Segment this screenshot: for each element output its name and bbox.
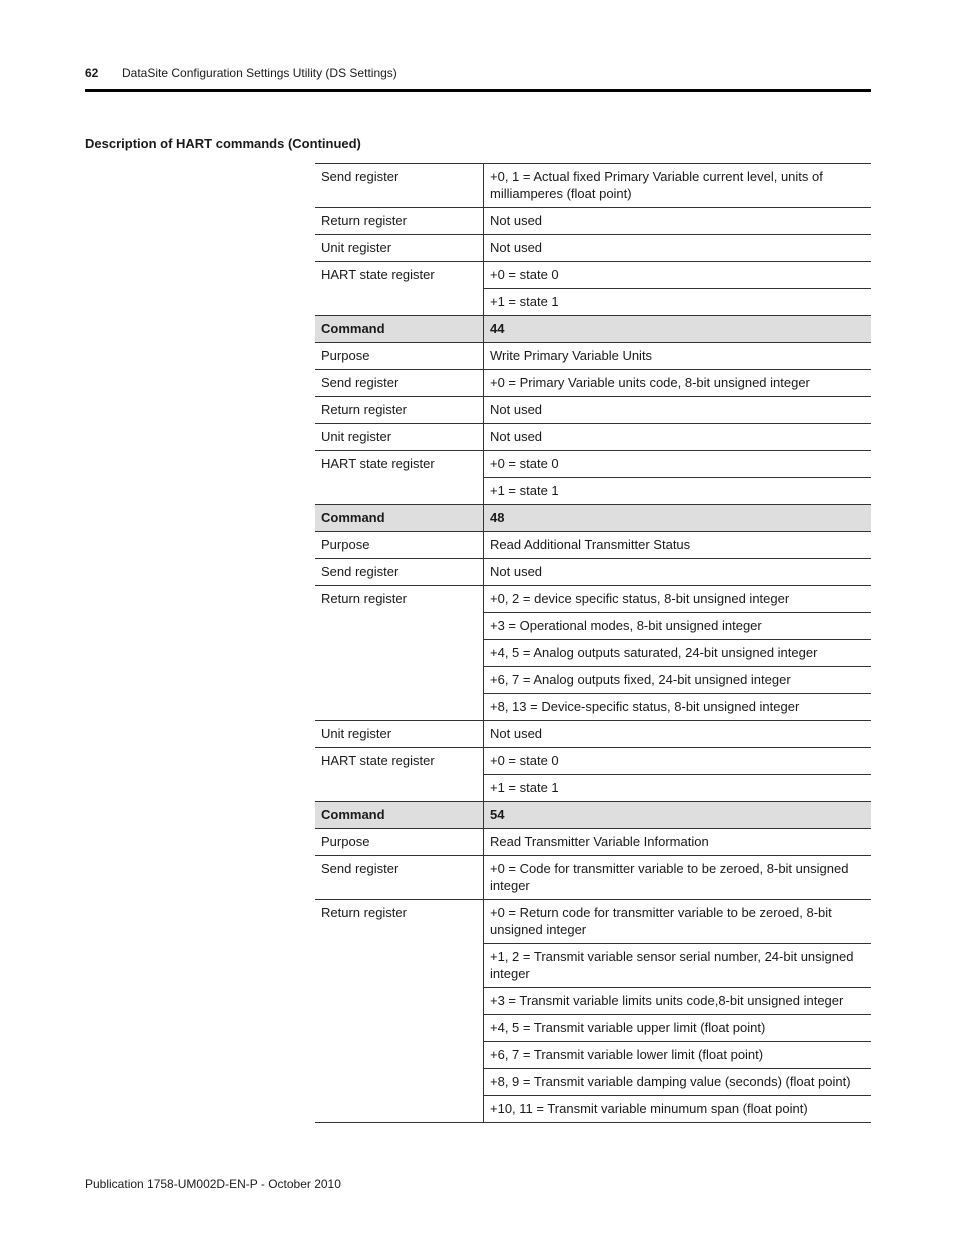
field-label-cell: Return register — [315, 586, 484, 613]
table-row — [315, 478, 871, 505]
table-row — [315, 856, 871, 900]
field-label-cell — [315, 478, 484, 505]
field-label-cell: Send register — [315, 856, 484, 900]
table-row — [315, 1069, 871, 1096]
table-row — [315, 1042, 871, 1069]
field-label-cell — [315, 944, 484, 988]
table-row — [315, 164, 871, 208]
field-label-cell: Unit register — [315, 424, 484, 451]
table-row — [315, 613, 871, 640]
section-title: Description of HART commands (Continued) — [85, 136, 361, 151]
page-number: 62 — [85, 66, 99, 80]
field-label-cell: Send register — [315, 164, 484, 208]
field-value-cell: +0, 1 = Actual fixed Primary Variable current level, units of milliamperes (float point) — [484, 164, 872, 208]
field-value-cell: +3 = Operational modes, 8-bit unsigned integer — [484, 613, 872, 640]
field-value-cell: Not used — [484, 208, 872, 235]
table-row — [315, 748, 871, 775]
field-label-cell — [315, 1042, 484, 1069]
field-value-cell: +0 = Code for transmitter variable to be zeroed, 8-bit unsigned integer — [484, 856, 872, 900]
field-value-cell: +8, 9 = Transmit variable damping value (seconds) (float point) — [484, 1069, 872, 1096]
field-value-cell: +0 = state 0 — [484, 451, 872, 478]
field-label-cell — [315, 289, 484, 316]
table-row — [315, 1096, 871, 1123]
field-label-cell: HART state register — [315, 451, 484, 478]
field-label-cell: HART state register — [315, 748, 484, 775]
field-value-cell: +8, 13 = Device-specific status, 8-bit unsigned integer — [484, 694, 872, 721]
table-row — [315, 640, 871, 667]
field-value-cell: +1 = state 1 — [484, 775, 872, 802]
table-row — [315, 424, 871, 451]
field-label-cell — [315, 640, 484, 667]
field-label-cell — [315, 1096, 484, 1123]
hart-commands-table — [315, 163, 871, 1123]
field-value-cell: Read Additional Transmitter Status — [484, 532, 872, 559]
field-value-cell: 48 — [484, 505, 872, 532]
table-row — [315, 667, 871, 694]
field-value-cell: +0 = state 0 — [484, 262, 872, 289]
field-label-cell — [315, 775, 484, 802]
table-row — [315, 235, 871, 262]
field-label-cell — [315, 1069, 484, 1096]
table-row — [315, 1015, 871, 1042]
table-row — [315, 944, 871, 988]
field-value-cell: Write Primary Variable Units — [484, 343, 872, 370]
table-row — [315, 532, 871, 559]
field-value-cell: +1, 2 = Transmit variable sensor serial number, 24-bit unsigned integer — [484, 944, 872, 988]
field-value-cell: +4, 5 = Transmit variable upper limit (float point) — [484, 1015, 872, 1042]
field-value-cell: 54 — [484, 802, 872, 829]
table-body — [315, 164, 871, 1123]
table-row — [315, 370, 871, 397]
field-label-cell: Return register — [315, 900, 484, 944]
field-value-cell: Not used — [484, 559, 872, 586]
field-value-cell: Not used — [484, 235, 872, 262]
field-label-cell — [315, 694, 484, 721]
header-rule — [85, 89, 871, 92]
field-value-cell: +6, 7 = Analog outputs fixed, 24-bit unsigned integer — [484, 667, 872, 694]
command-row — [315, 802, 871, 829]
field-value-cell: +6, 7 = Transmit variable lower limit (float point) — [484, 1042, 872, 1069]
field-value-cell: +3 = Transmit variable limits units code,8-bit unsigned integer — [484, 988, 872, 1015]
field-label-cell: Unit register — [315, 721, 484, 748]
field-value-cell: +4, 5 = Analog outputs saturated, 24-bit unsigned integer — [484, 640, 872, 667]
table-row — [315, 694, 871, 721]
field-label-cell: Command — [315, 316, 484, 343]
field-label-cell — [315, 1015, 484, 1042]
field-label-cell: HART state register — [315, 262, 484, 289]
command-row — [315, 316, 871, 343]
field-value-cell: +10, 11 = Transmit variable minumum span (float point) — [484, 1096, 872, 1123]
table-row — [315, 262, 871, 289]
field-value-cell: +0, 2 = device specific status, 8-bit unsigned integer — [484, 586, 872, 613]
field-value-cell: +0 = state 0 — [484, 748, 872, 775]
running-header-title: DataSite Configuration Settings Utility (DS Settings) — [122, 66, 397, 80]
table-row — [315, 586, 871, 613]
table-row — [315, 208, 871, 235]
field-label-cell: Unit register — [315, 235, 484, 262]
field-value-cell: +0 = Primary Variable units code, 8-bit unsigned integer — [484, 370, 872, 397]
field-label-cell: Send register — [315, 559, 484, 586]
field-label-cell: Return register — [315, 208, 484, 235]
field-label-cell: Purpose — [315, 343, 484, 370]
table-row — [315, 343, 871, 370]
table-row — [315, 775, 871, 802]
field-label-cell: Command — [315, 505, 484, 532]
field-label-cell — [315, 613, 484, 640]
table-row — [315, 900, 871, 944]
table-row — [315, 559, 871, 586]
table-row — [315, 397, 871, 424]
field-label-cell — [315, 667, 484, 694]
field-value-cell: +0 = Return code for transmitter variable to be zeroed, 8-bit unsigned integer — [484, 900, 872, 944]
field-value-cell: Read Transmitter Variable Information — [484, 829, 872, 856]
field-value-cell: +1 = state 1 — [484, 289, 872, 316]
table-row — [315, 721, 871, 748]
command-row — [315, 505, 871, 532]
field-label-cell: Purpose — [315, 532, 484, 559]
field-label-cell — [315, 988, 484, 1015]
table-row — [315, 988, 871, 1015]
table-row — [315, 289, 871, 316]
field-value-cell: Not used — [484, 424, 872, 451]
field-label-cell: Purpose — [315, 829, 484, 856]
field-value-cell: 44 — [484, 316, 872, 343]
field-value-cell: Not used — [484, 397, 872, 424]
table-row — [315, 829, 871, 856]
field-label-cell: Command — [315, 802, 484, 829]
field-value-cell: Not used — [484, 721, 872, 748]
footer-publication: Publication 1758-UM002D-EN-P - October 2010 — [85, 1177, 341, 1191]
field-label-cell: Send register — [315, 370, 484, 397]
field-label-cell: Return register — [315, 397, 484, 424]
table-row — [315, 451, 871, 478]
field-value-cell: +1 = state 1 — [484, 478, 872, 505]
